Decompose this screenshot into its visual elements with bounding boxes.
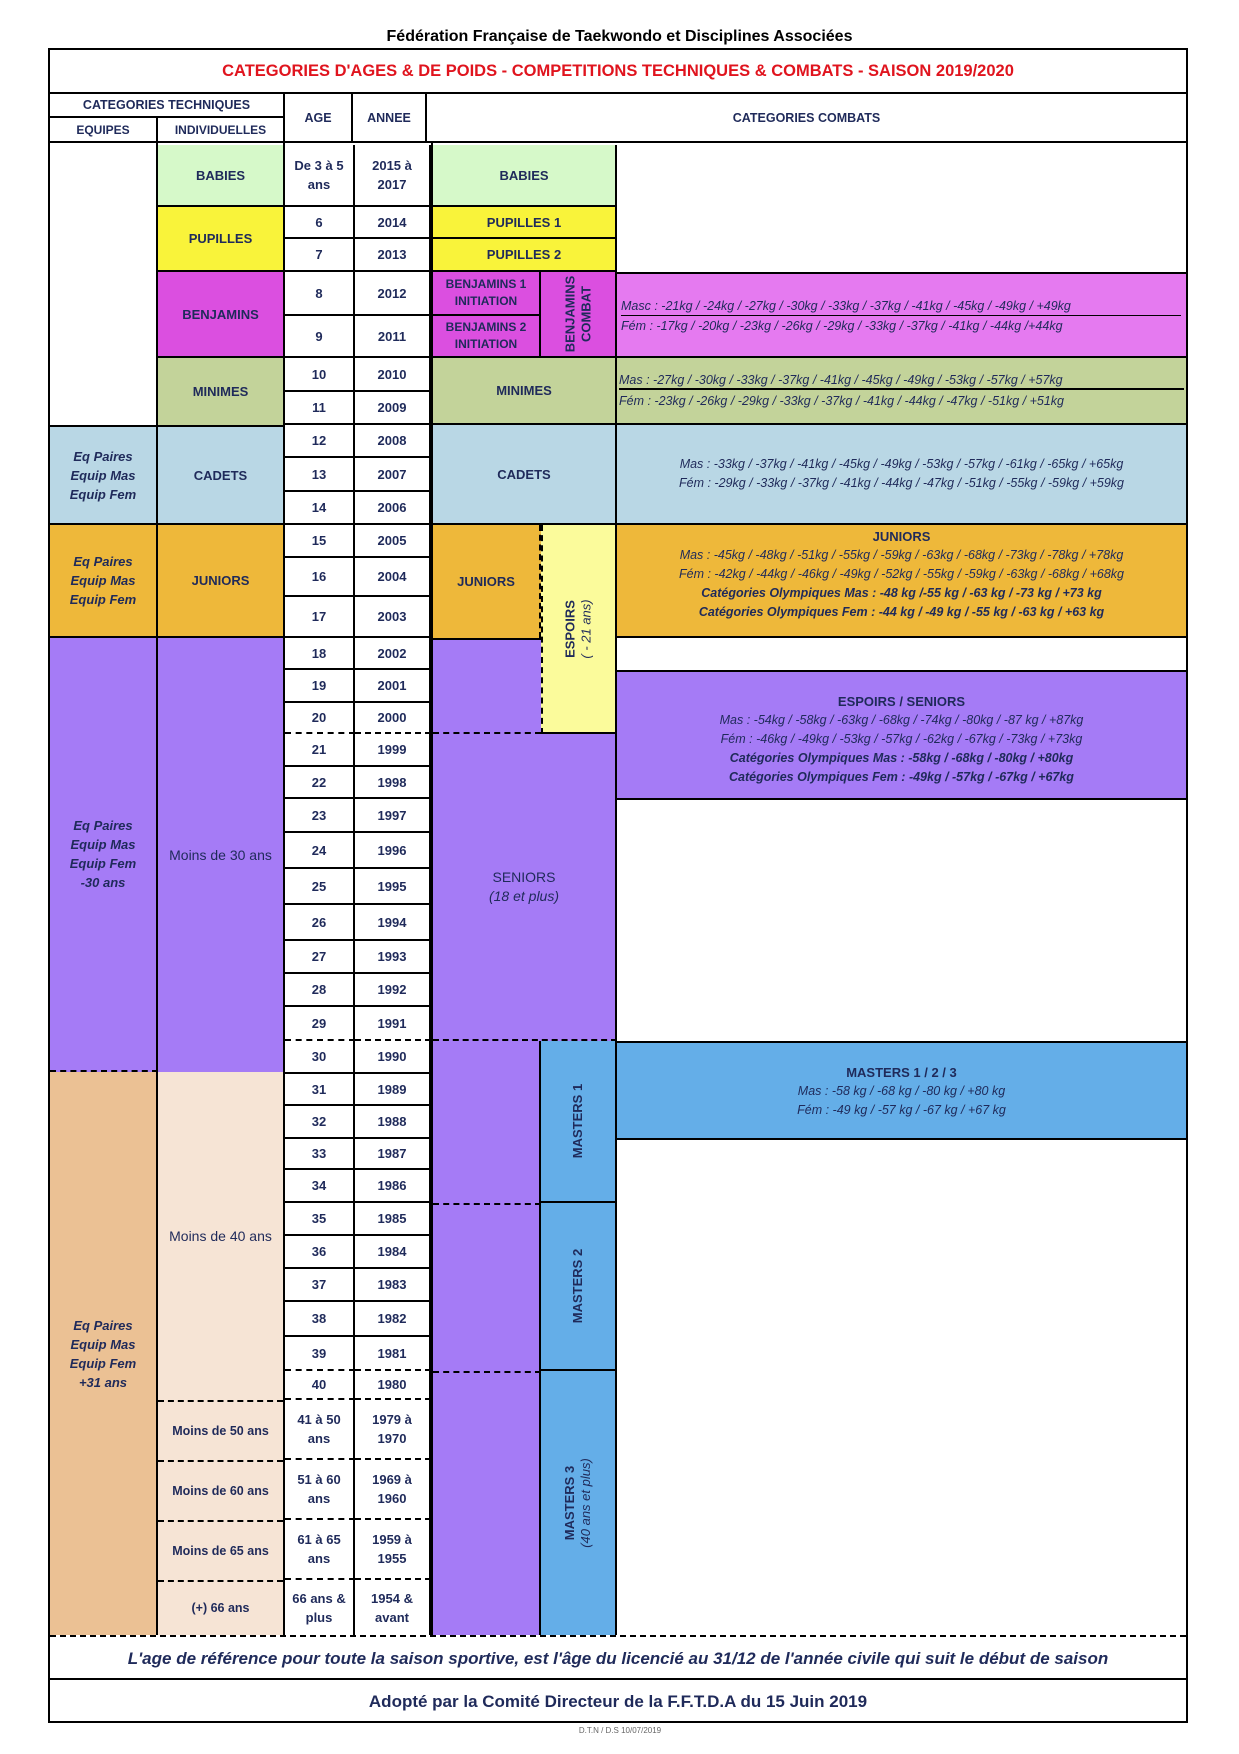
annee-cell: 2000	[355, 703, 431, 734]
age-cell: De 3 à 5 ans	[285, 145, 355, 207]
age-cell: 36	[285, 1236, 355, 1269]
annee-cell: 2008	[355, 425, 431, 458]
annee-cell: 1986	[355, 1170, 431, 1203]
indiv-moins65: Moins de 65 ans	[158, 1520, 283, 1580]
age-cell: 13	[285, 458, 355, 492]
minimes-mas-weights: Mas : -27kg / -30kg / -33kg / -37kg / -41kg / -45kg / -49kg / -53kg / -57kg / +57kg	[619, 370, 1184, 390]
combat-veteran-purple	[433, 1041, 541, 1635]
age-cell: 23	[285, 799, 355, 833]
annee-cell: 2010	[355, 358, 431, 392]
combat-pupilles2: PUPILLES 2	[433, 239, 617, 272]
combat-juniors: JUNIORS	[433, 525, 541, 638]
age-cell: 51 à 60 ans	[285, 1460, 355, 1520]
indiv-moins30: Moins de 30 ans	[158, 638, 283, 1072]
seniors-title: ESPOIRS / SENIORS	[837, 694, 966, 709]
annee-cell: 2009	[355, 392, 431, 425]
indiv-benjamins: BENJAMINS	[158, 272, 283, 358]
masters-title: MASTERS 1 / 2 / 3	[846, 1065, 957, 1080]
age-cell: 16	[285, 558, 355, 597]
annee-cell: 2013	[355, 239, 431, 272]
combat-benjamins2-initiation: BENJAMINS 2 INITIATION	[433, 316, 541, 358]
header-age: AGE	[283, 94, 353, 141]
age-cell: 15	[285, 525, 355, 558]
indiv-plus66: (+) 66 ans	[158, 1580, 283, 1635]
equipes-plus31: Eq Paires Equip Mas Equip Fem +31 ans	[50, 1072, 158, 1635]
annee-cell: 1998	[355, 767, 431, 799]
annee-cell: 1991	[355, 1007, 431, 1041]
age-cell: 28	[285, 974, 355, 1007]
annee-cell: 2012	[355, 272, 431, 316]
seniors-olympic-mas: Catégories Olympiques Mas : -58kg / -68kg / -80kg / +80kg	[729, 751, 1074, 765]
annee-cell: 1993	[355, 941, 431, 974]
annee-cell: 1996	[355, 833, 431, 869]
header-individuelles: INDIVIDUELLES	[174, 122, 267, 137]
age-cell: 8	[285, 272, 355, 316]
footer-ref: D.T.N / D.S 10/07/2019	[578, 1725, 662, 1735]
header-annee: ANNEE	[353, 94, 427, 141]
annee-cell: 1959 à 1955	[355, 1520, 431, 1580]
annee-cell: 1999	[355, 734, 431, 767]
cadets-fem-weights: Fém : -29kg / -33kg / -37kg / -41kg / -44kg / -47kg / -51kg / -55kg / -59kg / +59kg	[678, 476, 1124, 490]
age-cell: 20	[285, 703, 355, 734]
age-cell: 27	[285, 941, 355, 974]
divider-indiv-left	[156, 143, 158, 1635]
combat-seniors: SENIORS (18 et plus)	[433, 734, 617, 1041]
header-combats: CATEGORIES COMBATS	[732, 110, 881, 125]
combat-espoirs: ESPOIRS ( - 21 ans)	[541, 525, 617, 734]
column-header-row	[50, 94, 1186, 143]
combat-pupilles1: PUPILLES 1	[433, 207, 617, 239]
indiv-moins50: Moins de 50 ans	[158, 1400, 283, 1460]
age-cell: 30	[285, 1041, 355, 1074]
annee-cell: 2004	[355, 558, 431, 597]
equipes-juniors: Eq Paires Equip Mas Equip Fem	[50, 525, 158, 638]
annee-cell: 2001	[355, 670, 431, 703]
divider-combat-left	[431, 143, 433, 1635]
annee-cell: 1985	[355, 1203, 431, 1236]
seniors-fem-weights: Fém : -46kg / -49kg / -53kg / -57kg / -62kg / -67kg / -73kg / +73kg	[720, 732, 1083, 746]
age-cell: 21	[285, 734, 355, 767]
combat-benjamins1-initiation: BENJAMINS 1 INITIATION	[433, 272, 541, 316]
masters-fem-weights: Fém : -49 kg / -57 kg / -67 kg / +67 kg	[797, 1103, 1006, 1117]
age-cell: 14	[285, 492, 355, 525]
annee-cell: 1988	[355, 1106, 431, 1139]
age-cell: 35	[285, 1203, 355, 1236]
header-equipes: EQUIPES	[50, 118, 158, 141]
age-cell: 39	[285, 1337, 355, 1371]
age-cell: 61 à 65 ans	[285, 1520, 355, 1580]
annee-cell: 1981	[355, 1337, 431, 1371]
indiv-pupilles: PUPILLES	[158, 207, 283, 272]
seniors-mas-weights: Mas : -54kg / -58kg / -63kg / -68kg / -74kg / -80kg / -87 kg / +87kg	[719, 713, 1084, 727]
annee-cell: 2006	[355, 492, 431, 525]
annee-cell: 1989	[355, 1074, 431, 1106]
page-title: CATEGORIES D'AGES & DE POIDS - COMPETITIONS TECHNIQUES & COMBATS - SAISON 2019/2020	[50, 50, 1186, 94]
combat-masters2: MASTERS 2	[541, 1203, 617, 1371]
age-cell: 41 à 50 ans	[285, 1400, 355, 1460]
annee-cell: 2014	[355, 207, 431, 239]
weights-minimes	[617, 358, 1186, 425]
age-cell: 6	[285, 207, 355, 239]
combat-masters3: MASTERS 3 (40 ans et plus)	[541, 1371, 617, 1635]
annee-cell: 1969 à 1960	[355, 1460, 431, 1520]
annee-cell: 1954 & avant	[355, 1580, 431, 1635]
age-cell: 18	[285, 638, 355, 670]
age-cell: 9	[285, 316, 355, 358]
combat-seniors-top	[433, 638, 541, 734]
masters-mas-weights: Mas : -58 kg / -68 kg / -80 kg / +80 kg	[797, 1084, 1006, 1098]
table-bottom-line	[50, 1635, 1186, 1637]
annee-cell: 2005	[355, 525, 431, 558]
age-cell: 29	[285, 1007, 355, 1041]
indiv-juniors: JUNIORS	[158, 525, 283, 638]
age-cell: 38	[285, 1302, 355, 1337]
annee-cell: 1997	[355, 799, 431, 833]
combat-minimes: MINIMES	[433, 358, 617, 425]
annee-cell: 1994	[355, 905, 431, 941]
age-cell: 40	[285, 1371, 355, 1400]
age-cell: 33	[285, 1139, 355, 1170]
cadets-mas-weights: Mas : -33kg / -37kg / -41kg / -45kg / -49kg / -53kg / -57kg / -61kg / -65kg / +65kg	[679, 457, 1124, 471]
indiv-babies: BABIES	[158, 145, 283, 207]
age-cell: 19	[285, 670, 355, 703]
annee-cell: 1992	[355, 974, 431, 1007]
age-cell: 34	[285, 1170, 355, 1203]
age-cell: 12	[285, 425, 355, 458]
veteran-divider-2	[433, 1371, 541, 1373]
annee-cell: 2011	[355, 316, 431, 358]
benjamins-masc-weights: Masc : -21kg / -24kg / -27kg / -30kg / -33kg / -37kg / -41kg / -45kg / -49kg / +49kg	[621, 296, 1181, 316]
weights-cadets	[617, 425, 1186, 525]
age-cell: 22	[285, 767, 355, 799]
benjamins-fem-weights: Fém : -17kg / -20kg / -23kg / -26kg / -29kg / -33kg / -37kg / -41kg / -44kg /+44kg	[621, 319, 1063, 333]
veteran-divider-1	[433, 1203, 541, 1205]
header-tech: CATEGORIES TECHNIQUES	[50, 94, 283, 118]
annee-cell: 1980	[355, 1371, 431, 1400]
combat-cadets: CADETS	[433, 425, 617, 525]
weights-juniors	[617, 525, 1186, 638]
annee-cell: 1979 à 1970	[355, 1400, 431, 1460]
age-cell: 17	[285, 597, 355, 638]
annee-cell: 1990	[355, 1041, 431, 1074]
weights-seniors	[617, 670, 1186, 800]
age-cell: 25	[285, 869, 355, 905]
juniors-mas-weights: Mas : -45kg / -48kg / -51kg / -55kg / -59kg / -63kg / -68kg / -73kg / -78kg / +78kg	[679, 548, 1124, 562]
indiv-moins60: Moins de 60 ans	[158, 1460, 283, 1520]
minimes-fem-weights: Fém : -23kg / -26kg / -29kg / -33kg / -37kg / -41kg / -44kg / -47kg / -51kg / +51kg	[619, 394, 1065, 408]
age-cell: 26	[285, 905, 355, 941]
annee-cell: 2002	[355, 638, 431, 670]
juniors-olympic-fem: Catégories Olympiques Fem : -44 kg / -49 kg / -55 kg / -63 kg / +63 kg	[698, 605, 1105, 619]
age-cell: 31	[285, 1074, 355, 1106]
seniors-olympic-fem: Catégories Olympiques Fem : -49kg / -57kg / -67kg / +67kg	[729, 770, 1074, 784]
age-cell: 7	[285, 239, 355, 272]
equipes-cadets: Eq Paires Equip Mas Equip Fem	[50, 425, 158, 525]
footer-adopted: Adopté par la Comité Directeur de la F.F.T.D.A du 15 Juin 2019	[368, 1692, 868, 1711]
combat-benjamins-combat: BENJAMINS COMBAT	[541, 272, 617, 358]
annee-cell: 2003	[355, 597, 431, 638]
combat-babies: BABIES	[433, 145, 617, 207]
weights-benjamins	[617, 272, 1186, 358]
annee-cell: 1982	[355, 1302, 431, 1337]
federation-name: Fédération Française de Taekwondo et Disciplines Associées	[386, 28, 853, 45]
equipes-moins30: Eq Paires Equip Mas Equip Fem -30 ans	[50, 638, 158, 1072]
age-cell: 66 ans & plus	[285, 1580, 355, 1635]
annee-cell: 1983	[355, 1269, 431, 1302]
juniors-title: JUNIORS	[872, 529, 931, 544]
age-cell: 10	[285, 358, 355, 392]
juniors-olympic-mas: Catégories Olympiques Mas : -48 kg /-55 kg / -63 kg / -73 kg / +73 kg	[701, 586, 1102, 600]
footer-note: L'age de référence pour toute la saison sportive, est l'âge du licencié au 31/12 de l'année civile qui suit le début de saison	[50, 1640, 1186, 1680]
annee-cell: 2007	[355, 458, 431, 492]
annee-cell: 2015 à 2017	[355, 145, 431, 207]
weights-masters	[617, 1041, 1186, 1140]
age-cell: 37	[285, 1269, 355, 1302]
indiv-moins40: Moins de 40 ans	[158, 1072, 283, 1400]
indiv-minimes: MINIMES	[158, 358, 283, 425]
annee-cell: 1995	[355, 869, 431, 905]
annee-cell: 1987	[355, 1139, 431, 1170]
indiv-cadets: CADETS	[158, 425, 283, 525]
annee-cell: 1984	[355, 1236, 431, 1269]
juniors-fem-weights: Fém : -42kg / -44kg / -46kg / -49kg / -52kg / -55kg / -59kg / -63kg / -68kg / +68kg	[678, 567, 1124, 581]
age-cell: 11	[285, 392, 355, 425]
age-cell: 24	[285, 833, 355, 869]
age-cell: 32	[285, 1106, 355, 1139]
combat-masters1: MASTERS 1	[541, 1041, 617, 1203]
